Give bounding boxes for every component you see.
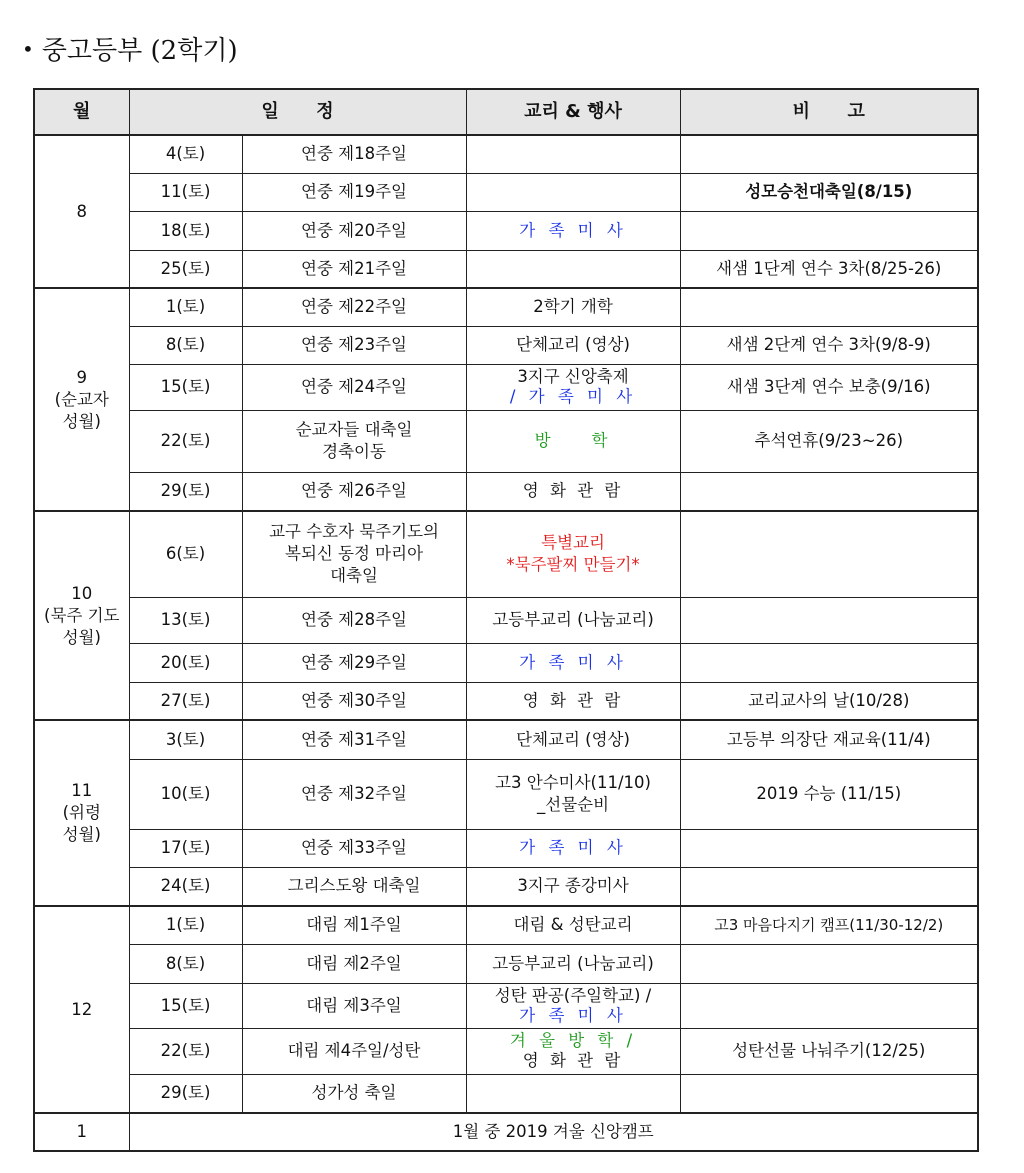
note-cell (680, 944, 978, 983)
event-cell: 고3 안수미사(11/10) _선물순비 (466, 759, 680, 829)
date-cell: 6(토) (129, 511, 242, 597)
note-cell: 새샘 3단계 연수 보충(9/16) (680, 364, 978, 410)
note-cell (680, 643, 978, 682)
schedule-cell: 연중 제30주일 (242, 682, 466, 720)
table-row (34, 288, 978, 326)
month-cell: 12 (34, 906, 129, 1113)
table-row (34, 867, 978, 906)
page-title: • 중고등부 (2학기) (22, 36, 238, 66)
event-cell: 고등부교리 (나눔교리) (466, 597, 680, 643)
date-cell: 11(토) (129, 173, 242, 211)
schedule-cell: 그리스도왕 대축일 (242, 867, 466, 906)
note-cell: 성탄선물 나눠주기(12/25) (680, 1028, 978, 1074)
note-cell (680, 211, 978, 250)
date-cell: 25(토) (129, 250, 242, 288)
event-cell (466, 135, 680, 173)
schedule-cell: 연중 제32주일 (242, 759, 466, 829)
table-row (34, 326, 978, 364)
event-cell: 가 족 미 사 (466, 829, 680, 867)
january-note-cell: 1월 중 2019 겨울 신앙캠프 (129, 1113, 978, 1151)
event-cell: 가 족 미 사 (466, 643, 680, 682)
header-event: 교리 & 행사 (466, 89, 680, 135)
date-cell: 13(토) (129, 597, 242, 643)
note-cell: 고등부 의장단 재교육(11/4) (680, 720, 978, 759)
date-cell: 15(토) (129, 364, 242, 410)
schedule-cell: 연중 제20주일 (242, 211, 466, 250)
table-row (34, 472, 978, 511)
event-cell: 가 족 미 사 (466, 211, 680, 250)
table-row (34, 983, 978, 1028)
date-cell: 27(토) (129, 682, 242, 720)
note-cell: 교리교사의 날(10/28) (680, 682, 978, 720)
note-cell: 고3 마음다지기 캠프(11/30-12/2) (680, 906, 978, 944)
event-cell: 영 화 관 람 (466, 472, 680, 511)
date-cell: 20(토) (129, 643, 242, 682)
bullet-icon: • (22, 37, 34, 61)
note-cell (680, 867, 978, 906)
header-schedule: 일 정 (129, 89, 466, 135)
date-cell: 10(토) (129, 759, 242, 829)
table-row (34, 410, 978, 472)
event-cell (466, 250, 680, 288)
schedule-cell: 연중 제28주일 (242, 597, 466, 643)
table-row (34, 944, 978, 983)
event-cell: 방 학 (466, 410, 680, 472)
event-cell (466, 173, 680, 211)
table-row (34, 720, 978, 759)
schedule-cell: 연중 제31주일 (242, 720, 466, 759)
date-cell: 22(토) (129, 410, 242, 472)
event-line-blue: 가 족 미 사 (519, 1005, 627, 1025)
schedule-table (33, 88, 979, 1152)
schedule-cell: 연중 제24주일 (242, 364, 466, 410)
table-row (34, 1028, 978, 1074)
table-row (34, 1113, 978, 1151)
note-cell: 성모승천대축일(8/15) (680, 173, 978, 211)
schedule-cell: 대림 제3주일 (242, 983, 466, 1028)
table-row (34, 643, 978, 682)
event-line: 3지구 신앙축제 (517, 367, 629, 386)
date-cell: 15(토) (129, 983, 242, 1028)
event-cell: 특별교리 *묵주팔찌 만들기* (466, 511, 680, 597)
schedule-cell: 대림 제1주일 (242, 906, 466, 944)
table-row (34, 1074, 978, 1113)
schedule-cell: 연중 제18주일 (242, 135, 466, 173)
month-cell: 11 (위령 성월) (34, 720, 129, 906)
table-row (34, 511, 978, 597)
note-cell (680, 135, 978, 173)
note-cell (680, 472, 978, 511)
event-cell: 2학기 개학 (466, 288, 680, 326)
note-cell (680, 983, 978, 1028)
note-cell (680, 829, 978, 867)
event-cell: 고등부교리 (나눔교리) (466, 944, 680, 983)
header-note: 비 고 (680, 89, 978, 135)
note-cell (680, 1074, 978, 1113)
schedule-cell: 순교자들 대축일 경축이동 (242, 410, 466, 472)
event-line: 영 화 관 람 (522, 1051, 624, 1070)
month-cell: 10 (묵주 기도 성월) (34, 511, 129, 720)
note-cell: 2019 수능 (11/15) (680, 759, 978, 829)
schedule-cell: 연중 제33주일 (242, 829, 466, 867)
event-line: 성탄 판공(주일학교) / (494, 985, 652, 1005)
month-cell: 1 (34, 1113, 129, 1151)
note-cell (680, 511, 978, 597)
schedule-cell: 성가성 축일 (242, 1074, 466, 1113)
month-cell: 8 (34, 135, 129, 288)
schedule-cell: 대림 제2주일 (242, 944, 466, 983)
date-cell: 17(토) (129, 829, 242, 867)
event-cell: 3지구 종강미사 (466, 867, 680, 906)
table-row (34, 759, 978, 829)
date-cell: 8(토) (129, 326, 242, 364)
table-row (34, 906, 978, 944)
schedule-cell: 연중 제29주일 (242, 643, 466, 682)
note-cell (680, 288, 978, 326)
table-row (34, 597, 978, 643)
schedule-cell: 연중 제22주일 (242, 288, 466, 326)
schedule-cell: 연중 제23주일 (242, 326, 466, 364)
date-cell: 22(토) (129, 1028, 242, 1074)
event-cell (466, 1074, 680, 1113)
header-month: 월 (34, 89, 129, 135)
date-cell: 1(토) (129, 906, 242, 944)
schedule-cell: 연중 제19주일 (242, 173, 466, 211)
schedule-cell: 대림 제4주일/성탄 (242, 1028, 466, 1074)
date-cell: 29(토) (129, 472, 242, 511)
table-row (34, 135, 978, 173)
month-cell: 9 (순교자 성월) (34, 288, 129, 511)
event-cell: 대림 & 성탄교리 (466, 906, 680, 944)
note-cell: 새샘 2단계 연수 3차(9/8-9) (680, 326, 978, 364)
date-cell: 24(토) (129, 867, 242, 906)
schedule-cell: 연중 제21주일 (242, 250, 466, 288)
schedule-cell: 연중 제26주일 (242, 472, 466, 511)
event-cell (466, 364, 680, 410)
date-cell: 1(토) (129, 288, 242, 326)
table-row (34, 211, 978, 250)
date-cell: 29(토) (129, 1074, 242, 1113)
table-row (34, 173, 978, 211)
note-cell: 새샘 1단계 연수 3차(8/25-26) (680, 250, 978, 288)
event-cell: 영 화 관 람 (466, 682, 680, 720)
table-row (34, 364, 978, 410)
date-cell: 3(토) (129, 720, 242, 759)
event-cell: 단체교리 (영상) (466, 720, 680, 759)
table-row (34, 250, 978, 288)
table-row (34, 829, 978, 867)
event-line-blue: / 가 족 미 사 (509, 387, 637, 406)
table-row (34, 682, 978, 720)
event-cell (466, 983, 680, 1028)
date-cell: 4(토) (129, 135, 242, 173)
event-line-green: 겨 울 방 학 / (509, 1031, 637, 1050)
date-cell: 18(토) (129, 211, 242, 250)
note-cell (680, 597, 978, 643)
date-cell: 8(토) (129, 944, 242, 983)
event-cell (466, 1028, 680, 1074)
header-row (34, 89, 978, 135)
schedule-cell: 교구 수호자 묵주기도의 복되신 동정 마리아 대축일 (242, 511, 466, 597)
note-cell: 추석연휴(9/23~26) (680, 410, 978, 472)
event-cell: 단체교리 (영상) (466, 326, 680, 364)
